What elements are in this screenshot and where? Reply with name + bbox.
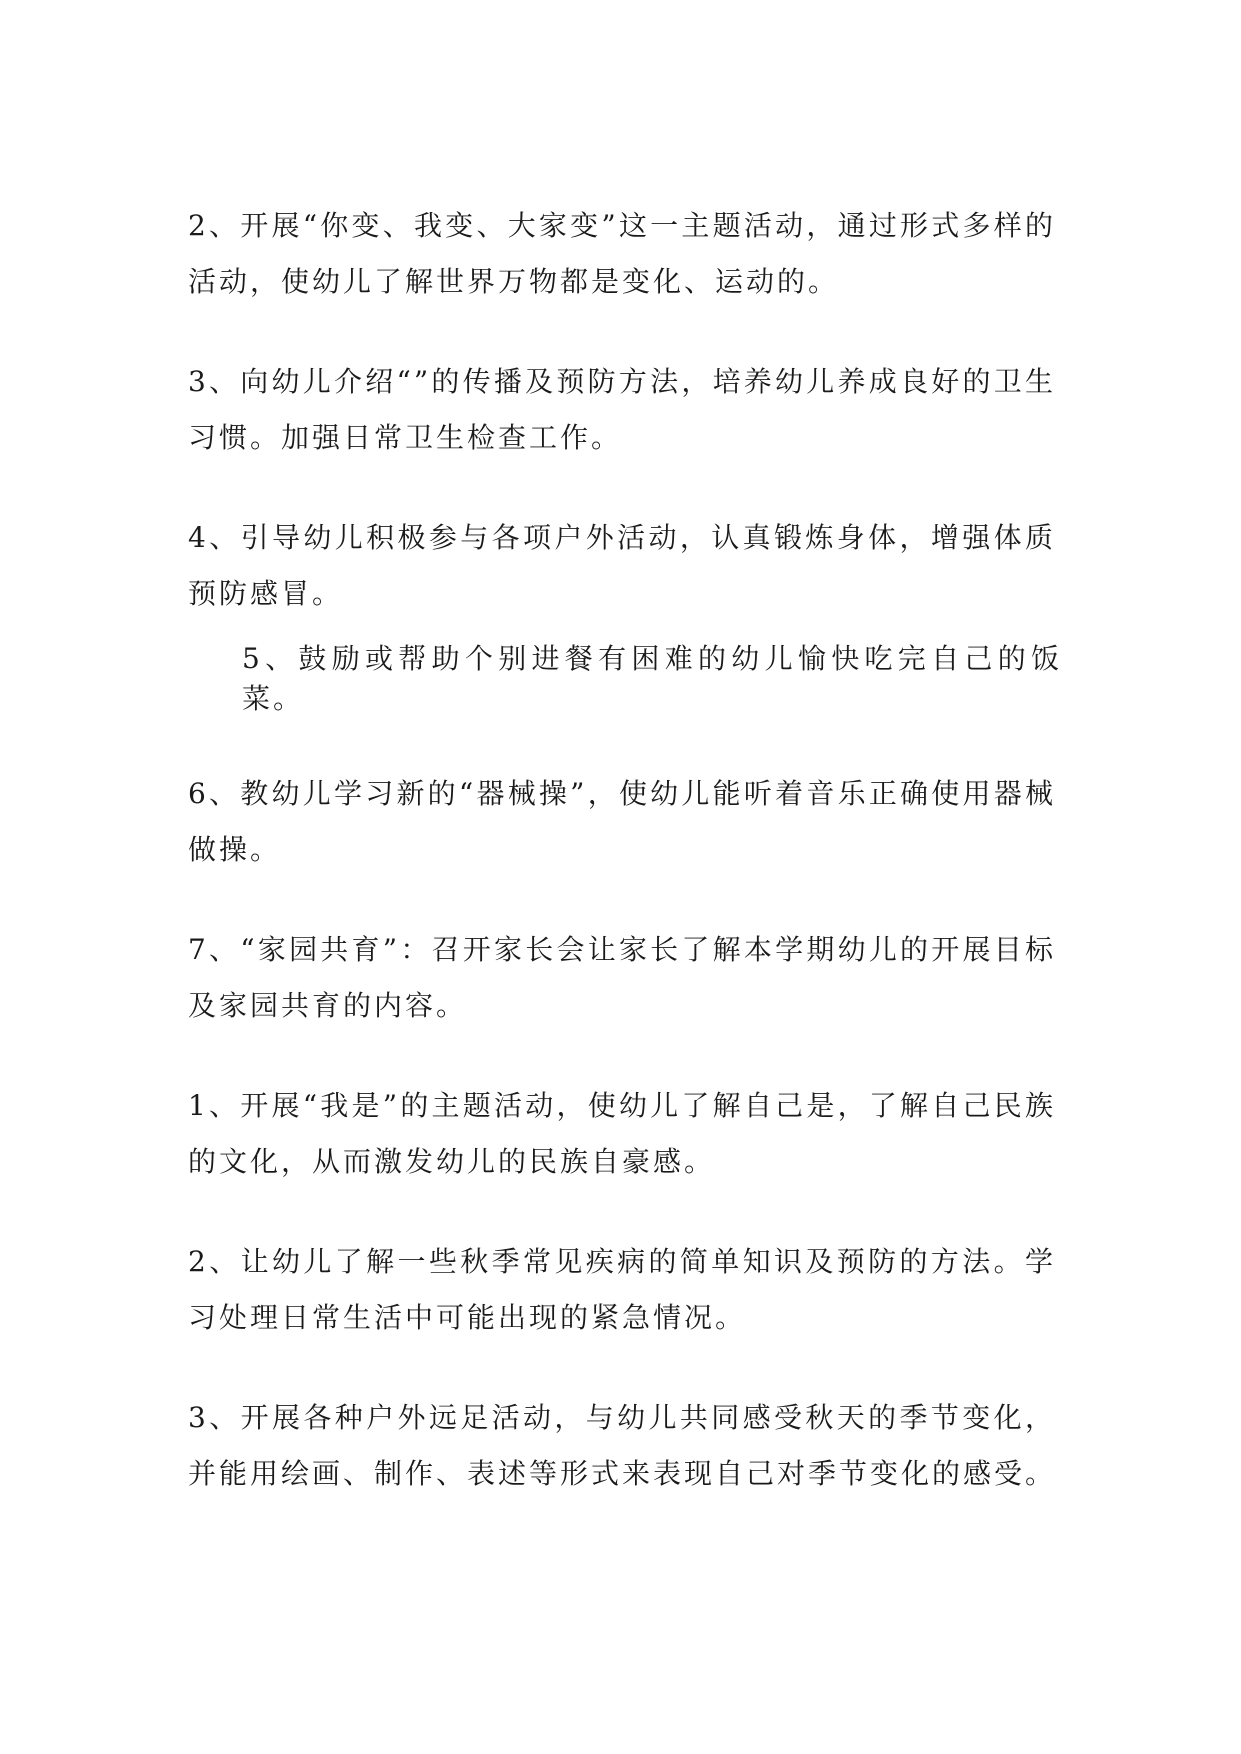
paragraph-outdoor-excursion: 3、开展各种户外远足活动，与幼儿共同感受秋天的季节变化，并能用绘画、制作、表述等形式来表现自己对季节变化的感受。 — [188, 1401, 1057, 1490]
paragraph-meal-help: 5、鼓励或帮助个别进餐有困难的幼儿愉快吃完自己的饭菜。 — [242, 642, 1062, 715]
paragraph-outdoor-exercise: 4、引导幼儿积极参与各项户外活动，认真锻炼身体，增强体质预防感冒。 — [188, 521, 1056, 610]
paragraph-identity-theme: 1、开展“我是”的主题活动，使幼儿了解自己是，了解自己民族的文化，从而激发幼儿的民族自豪感。 — [188, 1089, 1056, 1178]
paragraph-hygiene-habits: 3、向幼儿介绍“”的传播及预防方法，培养幼儿养成良好的卫生习惯。加强日常卫生检查工作。 — [188, 365, 1056, 454]
paragraph-equipment-exercise: 6、教幼儿学习新的“器械操”，使幼儿能听着音乐正确使用器械做操。 — [188, 777, 1056, 866]
paragraph-home-school-cooperation: 7、“家园共育”：召开家长会让家长了解本学期幼儿的开展目标及家园共育的内容。 — [188, 933, 1056, 1022]
paragraph-autumn-illness: 2、让幼儿了解一些秋季常见疾病的简单知识及预防的方法。学习处理日常生活中可能出现的紧急情况。 — [188, 1245, 1056, 1334]
paragraph-change-theme: 2、开展“你变、我变、大家变”这一主题活动，通过形式多样的活动，使幼儿了解世界万物都是变化、运动的。 — [188, 209, 1056, 298]
